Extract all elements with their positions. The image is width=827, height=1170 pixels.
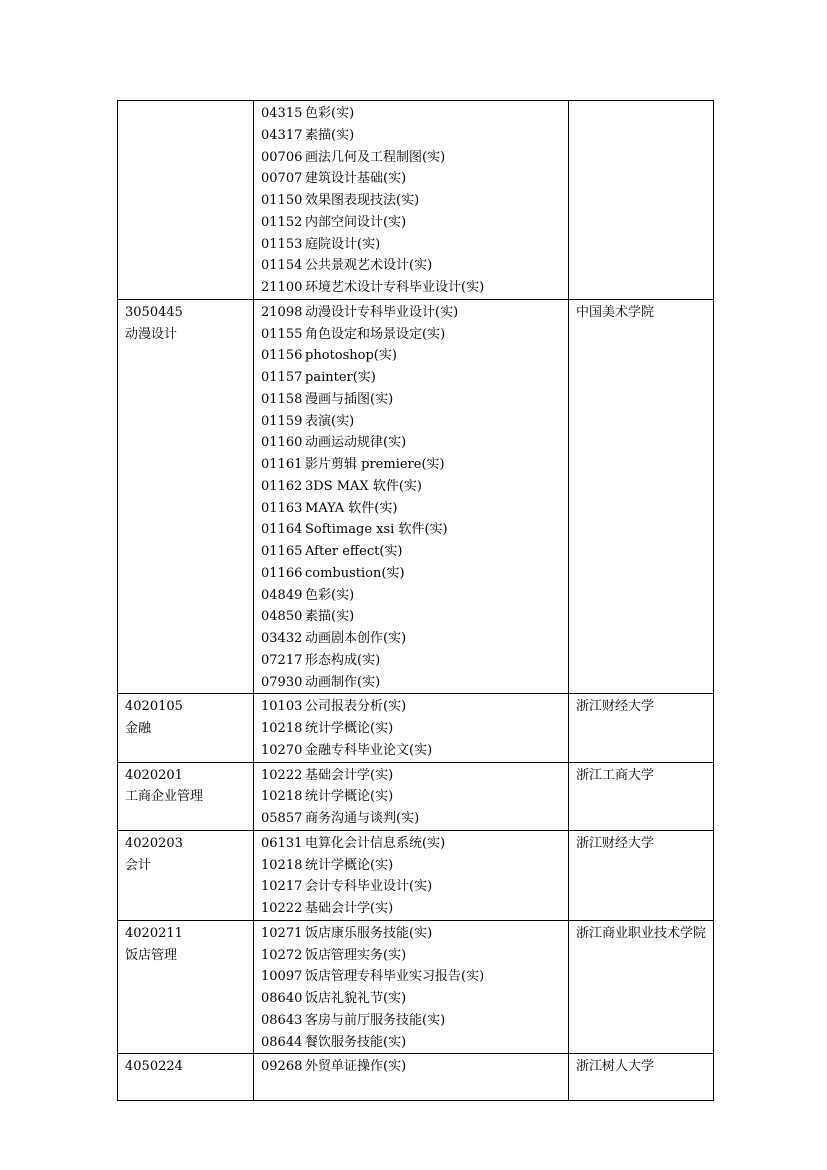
- major-name: 动漫设计: [125, 326, 178, 342]
- course-item: [261, 606, 562, 628]
- table-row: [118, 1054, 714, 1101]
- courses-cell: [254, 762, 569, 830]
- course-table: [117, 100, 714, 1101]
- course-code: 01157: [261, 370, 303, 385]
- course-name: 公司报表分析(实): [305, 699, 407, 715]
- course-code: 10218: [261, 721, 303, 736]
- course-item: [261, 585, 562, 607]
- course-item: [261, 898, 562, 920]
- course-name: 统计学概论(实): [305, 789, 394, 805]
- course-name: 会计专科毕业设计(实): [305, 879, 433, 895]
- course-name: 外贸单证操作(实): [305, 1059, 407, 1075]
- course-item: [261, 147, 562, 169]
- course-code: 01154: [261, 258, 303, 274]
- course-code: 10218: [261, 789, 303, 805]
- course-code: 00707: [261, 171, 303, 187]
- course-item: [261, 563, 562, 585]
- course-item: [261, 876, 562, 898]
- course-item: [261, 411, 562, 433]
- table-row: [118, 762, 714, 830]
- course-item: [261, 103, 562, 125]
- course-table-body: [118, 101, 714, 1101]
- major-name: 饭店管理: [125, 947, 178, 963]
- institution-cell: [569, 1054, 714, 1101]
- course-item: [261, 255, 562, 277]
- course-code: 01166: [261, 565, 303, 581]
- course-item: [261, 1056, 562, 1078]
- course-item: [261, 988, 562, 1010]
- major-code: 4050224: [125, 1059, 183, 1075]
- course-code: 10217: [261, 879, 303, 895]
- course-item: [261, 786, 562, 808]
- course-name: 基础会计学(实): [305, 901, 394, 916]
- course-code: 01152: [261, 214, 303, 230]
- major-cell: [118, 830, 254, 920]
- course-code: 07930: [261, 674, 303, 690]
- course-name: photoshop(实): [305, 348, 397, 364]
- course-item: [261, 277, 562, 299]
- course-item: [261, 190, 562, 212]
- table-row: [118, 694, 714, 762]
- course-name: 色彩(实): [305, 587, 355, 603]
- course-name: painter(实): [305, 370, 376, 385]
- course-code: 04850: [261, 609, 303, 625]
- course-item: [261, 476, 562, 498]
- course-name: After effect(实): [305, 544, 403, 559]
- course-name: 电算化会计信息系统(实): [305, 835, 446, 851]
- course-code: 10272: [261, 947, 303, 963]
- course-name: 建筑设计基础(实): [305, 171, 407, 187]
- courses-cell: [254, 920, 569, 1054]
- institution-cell: [569, 101, 714, 300]
- course-name: 动画制作(实): [305, 674, 381, 690]
- course-item: [261, 498, 562, 520]
- course-item: [261, 454, 562, 476]
- institution-name: 浙江工商大学: [576, 767, 655, 783]
- course-name: 饭店管理实务(实): [305, 947, 407, 963]
- course-item: [261, 234, 562, 256]
- course-code: 09268: [261, 1059, 303, 1075]
- course-code: 05857: [261, 811, 303, 826]
- course-item: [261, 718, 562, 740]
- course-name: 内部空间设计(实): [305, 214, 407, 230]
- course-code: 21100: [261, 280, 303, 295]
- course-name: 效果图表现技法(实): [305, 193, 420, 208]
- course-item: [261, 389, 562, 411]
- course-name: 商务沟通与谈判(实): [305, 811, 420, 826]
- course-item: [261, 833, 562, 855]
- course-item: [261, 765, 562, 787]
- course-name: 色彩(实): [305, 106, 355, 121]
- course-item: [261, 966, 562, 988]
- table-row: [118, 830, 714, 920]
- course-code: 03432: [261, 631, 303, 646]
- course-item: [261, 650, 562, 672]
- course-code: 01164: [261, 522, 303, 538]
- course-item: [261, 519, 562, 541]
- course-item: [261, 212, 562, 234]
- institution-name: 浙江商业职业技术学院: [576, 925, 707, 941]
- table-row: [118, 299, 714, 694]
- course-code: 01165: [261, 544, 303, 559]
- course-code: 10222: [261, 901, 303, 916]
- institution-cell: [569, 694, 714, 762]
- courses-cell: [254, 299, 569, 694]
- course-item: [261, 345, 562, 367]
- course-code: 04317: [261, 127, 303, 143]
- course-name: 形态构成(实): [305, 652, 381, 668]
- course-item: [261, 1010, 562, 1032]
- course-name: 环境艺术设计专科毕业设计(实): [305, 280, 485, 295]
- course-name: 素描(实): [305, 609, 355, 625]
- course-code: 01156: [261, 348, 303, 364]
- course-name: 餐饮服务技能(实): [305, 1034, 407, 1050]
- course-item: [261, 672, 562, 694]
- course-item: [261, 945, 562, 967]
- course-code: 01159: [261, 413, 303, 429]
- institution-cell: [569, 830, 714, 920]
- course-code: 01162: [261, 478, 303, 494]
- course-name: Softimage xsi 软件(实): [305, 522, 448, 538]
- major-name: 会计: [125, 857, 152, 873]
- course-name: 公共景观艺术设计(实): [305, 258, 433, 274]
- course-name: 动画运动规律(实): [305, 435, 407, 451]
- major-code: 4020105: [125, 699, 183, 715]
- course-code: 10271: [261, 925, 303, 941]
- major-name: 金融: [125, 721, 152, 736]
- course-name: 庭院设计(实): [305, 236, 381, 252]
- course-name: 统计学概论(实): [305, 721, 394, 736]
- major-name: [125, 125, 247, 147]
- major-name: [125, 1078, 247, 1100]
- major-cell: [118, 1054, 254, 1101]
- table-row: [118, 101, 714, 300]
- course-name: 漫画与插图(实): [305, 391, 394, 407]
- course-code: 10218: [261, 857, 303, 873]
- course-code: 10270: [261, 742, 303, 758]
- course-name: 3DS MAX 软件(实): [305, 478, 422, 494]
- institution-name: 浙江树人大学: [576, 1059, 655, 1075]
- course-name: 素描(实): [305, 127, 355, 143]
- major-cell: [118, 762, 254, 830]
- course-code: 08640: [261, 991, 303, 1006]
- course-code: 01163: [261, 500, 303, 516]
- course-code: 01153: [261, 236, 303, 252]
- course-item: [261, 168, 562, 190]
- institution-cell: [569, 920, 714, 1054]
- course-code: 01155: [261, 326, 303, 342]
- major-code: [125, 103, 247, 125]
- course-name: 动画剧本创作(实): [305, 631, 407, 646]
- courses-cell: [254, 694, 569, 762]
- course-name: 饭店管理专科毕业实习报告(实): [305, 969, 485, 985]
- course-name: combustion(实): [305, 565, 405, 581]
- courses-cell: [254, 101, 569, 300]
- course-item: [261, 808, 562, 830]
- course-item: [261, 432, 562, 454]
- course-name: 客房与前厅服务技能(实): [305, 1012, 446, 1028]
- major-code: 4020211: [125, 925, 183, 941]
- table-row: [118, 920, 714, 1054]
- major-code: 4020203: [125, 835, 183, 851]
- course-code: 21098: [261, 304, 303, 320]
- major-name: 工商企业管理: [125, 789, 204, 805]
- course-item: [261, 628, 562, 650]
- course-item: [261, 541, 562, 563]
- course-code: 10097: [261, 969, 303, 985]
- course-item: [261, 923, 562, 945]
- course-item: [261, 367, 562, 389]
- course-code: 04315: [261, 106, 303, 121]
- courses-cell: [254, 1054, 569, 1101]
- major-cell: [118, 101, 254, 300]
- course-item: [261, 1032, 562, 1054]
- course-code: 04849: [261, 587, 303, 603]
- major-cell: [118, 299, 254, 694]
- course-name: 饭店康乐服务技能(实): [305, 925, 433, 941]
- course-code: 01150: [261, 193, 303, 208]
- institution-cell: [569, 762, 714, 830]
- major-code: 4020201: [125, 767, 183, 783]
- course-item: [261, 125, 562, 147]
- course-name: 统计学概论(实): [305, 857, 394, 873]
- course-item: [261, 302, 562, 324]
- courses-cell: [254, 830, 569, 920]
- course-name: 影片剪辑 premiere(实): [305, 457, 445, 472]
- course-code: 08644: [261, 1034, 303, 1050]
- course-code: 10103: [261, 699, 303, 715]
- major-code: 3050445: [125, 304, 183, 320]
- course-code: 10222: [261, 767, 303, 783]
- institution-name: 中国美术学院: [576, 304, 655, 320]
- course-code: 08643: [261, 1012, 303, 1028]
- course-code: 07217: [261, 652, 303, 668]
- course-code: 01161: [261, 457, 303, 472]
- course-item: [261, 696, 562, 718]
- course-name: 动漫设计专科毕业设计(实): [305, 304, 459, 320]
- course-name: 金融专科毕业论文(实): [305, 742, 433, 758]
- course-code: 00706: [261, 149, 303, 165]
- course-code: 06131: [261, 835, 303, 851]
- institution-name: 浙江财经大学: [576, 699, 655, 715]
- course-name: 基础会计学(实): [305, 767, 394, 783]
- institution-cell: [569, 299, 714, 694]
- course-item: [261, 740, 562, 762]
- course-name: 表演(实): [305, 413, 355, 429]
- course-item: [261, 324, 562, 346]
- course-name: MAYA 软件(实): [305, 500, 398, 516]
- course-name: 饭店礼貌礼节(实): [305, 991, 407, 1006]
- institution-name: 浙江财经大学: [576, 835, 655, 851]
- course-item: [261, 855, 562, 877]
- major-cell: [118, 694, 254, 762]
- major-cell: [118, 920, 254, 1054]
- course-name: 角色设定和场景设定(实): [305, 326, 446, 342]
- course-name: 画法几何及工程制图(实): [305, 149, 446, 165]
- course-code: 01158: [261, 391, 303, 407]
- course-code: 01160: [261, 435, 303, 451]
